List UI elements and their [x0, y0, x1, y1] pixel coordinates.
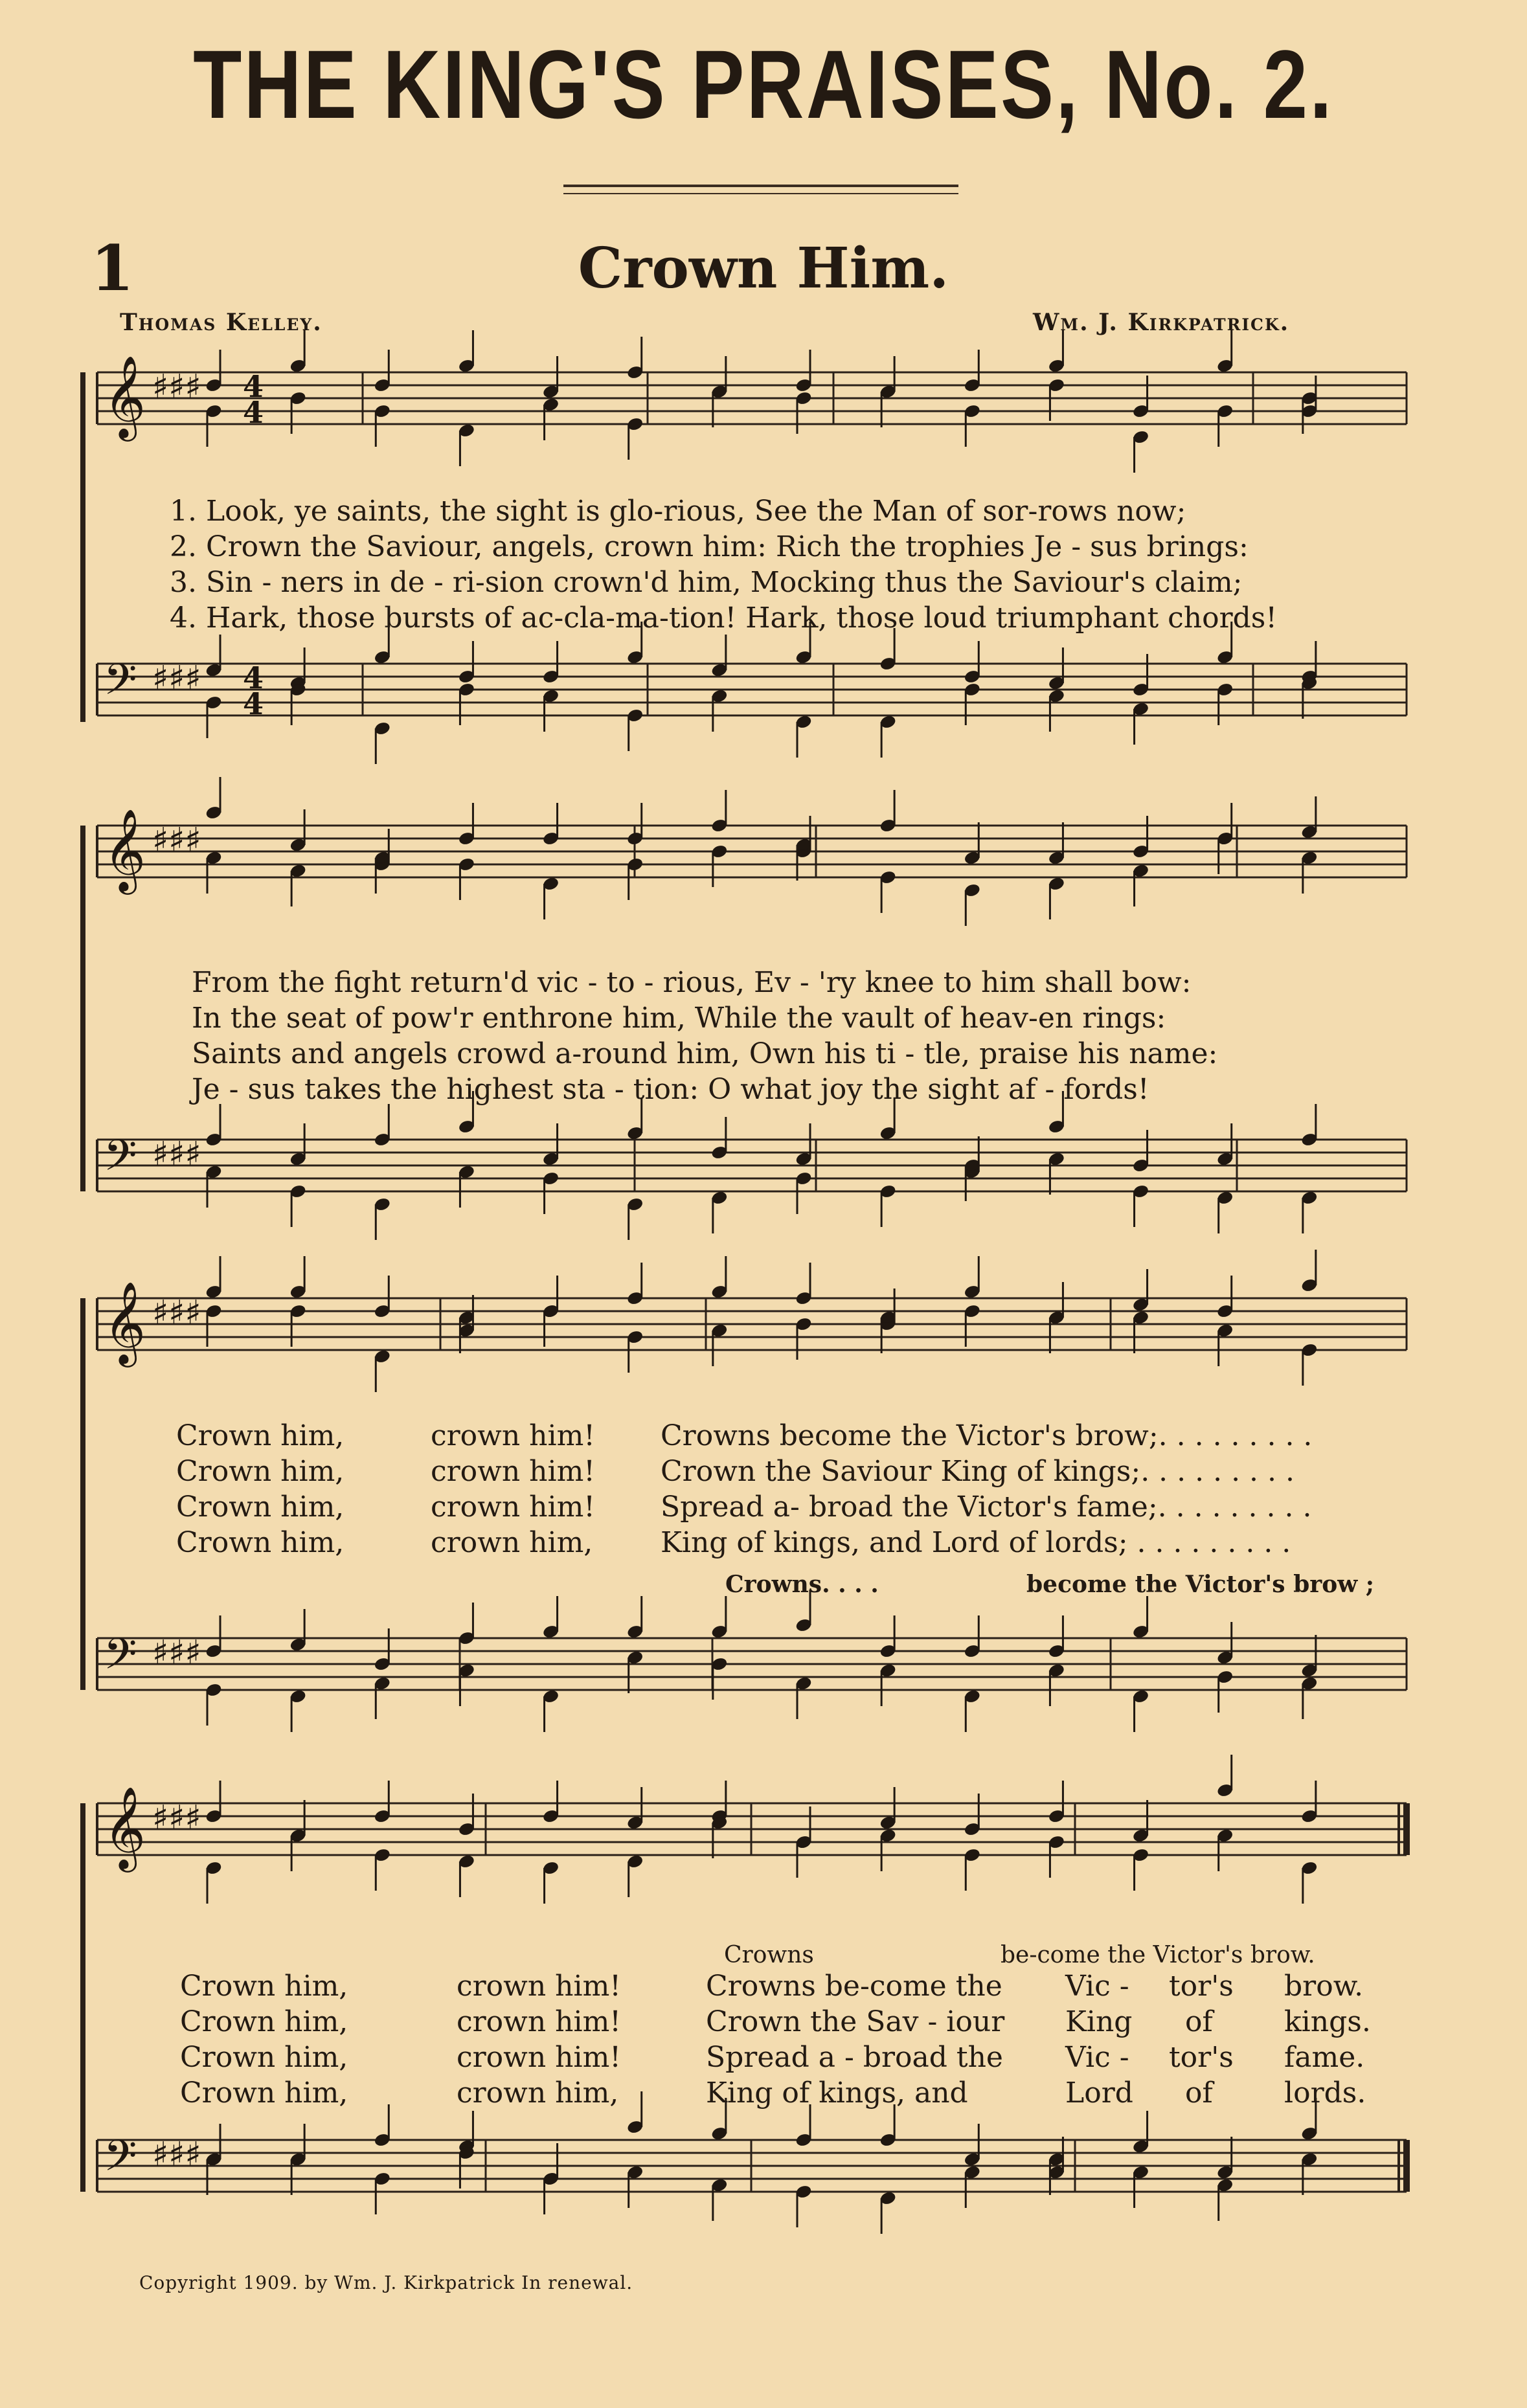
chorus-word: Crown him,	[176, 1526, 345, 1559]
svg-text:♯♯♯: ♯♯♯	[152, 1634, 201, 1672]
chorus-word: crown him!	[457, 2005, 621, 2038]
bass-cue: become the Victor's brow ;	[1026, 1571, 1375, 1598]
chorus-word: Crown him,	[180, 1970, 348, 2003]
chorus-word: Crowns become the Victor's brow;. . . . . . . . .	[661, 1419, 1313, 1452]
chorus-word: fame.	[1284, 2041, 1365, 2074]
chorus-word: tor's	[1169, 1970, 1234, 2003]
verse-line: Je - sus takes the highest sta - tion: O what joy the sight af - fords!	[192, 1073, 1149, 1106]
svg-text:♯♯♯: ♯♯♯	[152, 1294, 201, 1333]
chorus-word: Crown him,	[180, 2076, 348, 2110]
chorus-word: of	[1185, 2076, 1213, 2110]
lyricist-credit: Thomas Kelley.	[120, 309, 322, 336]
chorus-word: crown him,	[457, 2076, 619, 2110]
svg-text:𝄢: 𝄢	[104, 2131, 137, 2191]
chorus-word: crown him!	[431, 1419, 595, 1452]
verse-line: 1. Look, ye saints, the sight is glo-rious, See the Man of sor-rows now;	[170, 495, 1186, 528]
chorus-word: Crown him,	[180, 2041, 348, 2074]
chorus-word: Crown him,	[176, 1491, 345, 1524]
chorus-word: Crown him,	[180, 2005, 348, 2038]
chorus-word: Crown the Sav - iour	[706, 2005, 1005, 2038]
chorus-word: brow.	[1284, 1970, 1364, 2003]
chorus-word: Crowns be-come the	[706, 1970, 1002, 2003]
copyright-notice: Copyright 1909. by Wm. J. Kirkpatrick In renewal.	[139, 2272, 633, 2293]
chorus-word: of	[1185, 2005, 1213, 2038]
chorus-word: tor's	[1169, 2041, 1234, 2074]
page-heading: THE KING'S PRAISES, No. 2.	[193, 30, 1334, 139]
chorus-word: crown him,	[431, 1526, 593, 1559]
svg-text:♯♯♯: ♯♯♯	[152, 2135, 201, 2174]
chorus-word: crown him!	[431, 1491, 595, 1524]
verse-line: 3. Sin - ners in de - ri-sion crown'd him, Mocking thus the Saviour's claim;	[170, 566, 1243, 599]
verse-line: 2. Crown the Saviour, angels, crown him: Rich the trophies Je - sus brings:	[170, 530, 1249, 563]
svg-text:♯♯♯: ♯♯♯	[152, 1799, 201, 1838]
chorus-word: lords.	[1284, 2076, 1366, 2110]
chorus-word: King of kings, and Lord of lords; . . . . . . . . .	[661, 1526, 1291, 1559]
svg-text:4: 4	[243, 369, 264, 404]
chorus-word: Spread a- broad the Victor's fame;. . . . . . . . .	[661, 1491, 1312, 1524]
svg-text:𝄞: 𝄞	[104, 808, 146, 891]
verse-line: From the fight return'd vic - to - rious, Ev - 'ry knee to him shall bow:	[192, 966, 1192, 999]
svg-text:♯♯♯: ♯♯♯	[152, 659, 201, 698]
verse-line: In the seat of pow'r enthrone him, While the vault of heav-en rings:	[192, 1002, 1166, 1035]
svg-text:♯♯♯: ♯♯♯	[152, 1135, 201, 1174]
chorus-word: Lord	[1065, 2076, 1133, 2110]
hymn-title: Crown Him.	[578, 236, 949, 301]
chorus-word: crown him!	[457, 1970, 621, 2003]
chorus-word: King of kings, and	[706, 2076, 968, 2110]
alto-cue: Crowns	[724, 1942, 814, 1968]
svg-text:𝄞: 𝄞	[104, 1786, 146, 1869]
chorus-word: kings.	[1284, 2005, 1371, 2038]
svg-text:♯♯♯: ♯♯♯	[152, 821, 201, 860]
svg-text:𝄢: 𝄢	[104, 1629, 137, 1689]
svg-text:♯♯♯: ♯♯♯	[152, 368, 201, 407]
verse-line: 4. Hark, those bursts of ac-cla-ma-tion! Hark, those loud triumphant chords!	[170, 602, 1278, 635]
chorus-word: Vic -	[1065, 1970, 1129, 2003]
composer-credit: Wm. J. Kirkpatrick.	[1033, 309, 1290, 336]
svg-text:4: 4	[243, 660, 264, 695]
svg-text:𝄢: 𝄢	[104, 1131, 137, 1191]
svg-text:𝄢: 𝄢	[104, 655, 137, 715]
chorus-word: King	[1065, 2005, 1133, 2038]
chorus-word: Crown him,	[176, 1419, 345, 1452]
svg-text:𝄞: 𝄞	[104, 355, 146, 438]
chorus-word: Crown him,	[176, 1455, 345, 1488]
alto-cue: be-come the Victor's brow.	[1001, 1942, 1315, 1968]
chorus-word: Vic -	[1065, 2041, 1129, 2074]
hymn-number: 1	[91, 232, 134, 305]
chorus-word: Crown the Saviour King of kings;. . . . . . . . .	[661, 1455, 1295, 1488]
bass-cue: Crowns. . . .	[725, 1571, 879, 1598]
chorus-word: crown him!	[457, 2041, 621, 2074]
chorus-word: crown him!	[431, 1455, 595, 1488]
verse-line: Saints and angels crowd a-round him, Own his ti - tle, praise his name:	[192, 1037, 1218, 1070]
svg-text:4: 4	[243, 395, 264, 430]
chorus-word: Spread a - broad the	[706, 2041, 1003, 2074]
svg-text:4: 4	[243, 686, 264, 721]
svg-text:𝄞: 𝄞	[104, 1281, 146, 1364]
